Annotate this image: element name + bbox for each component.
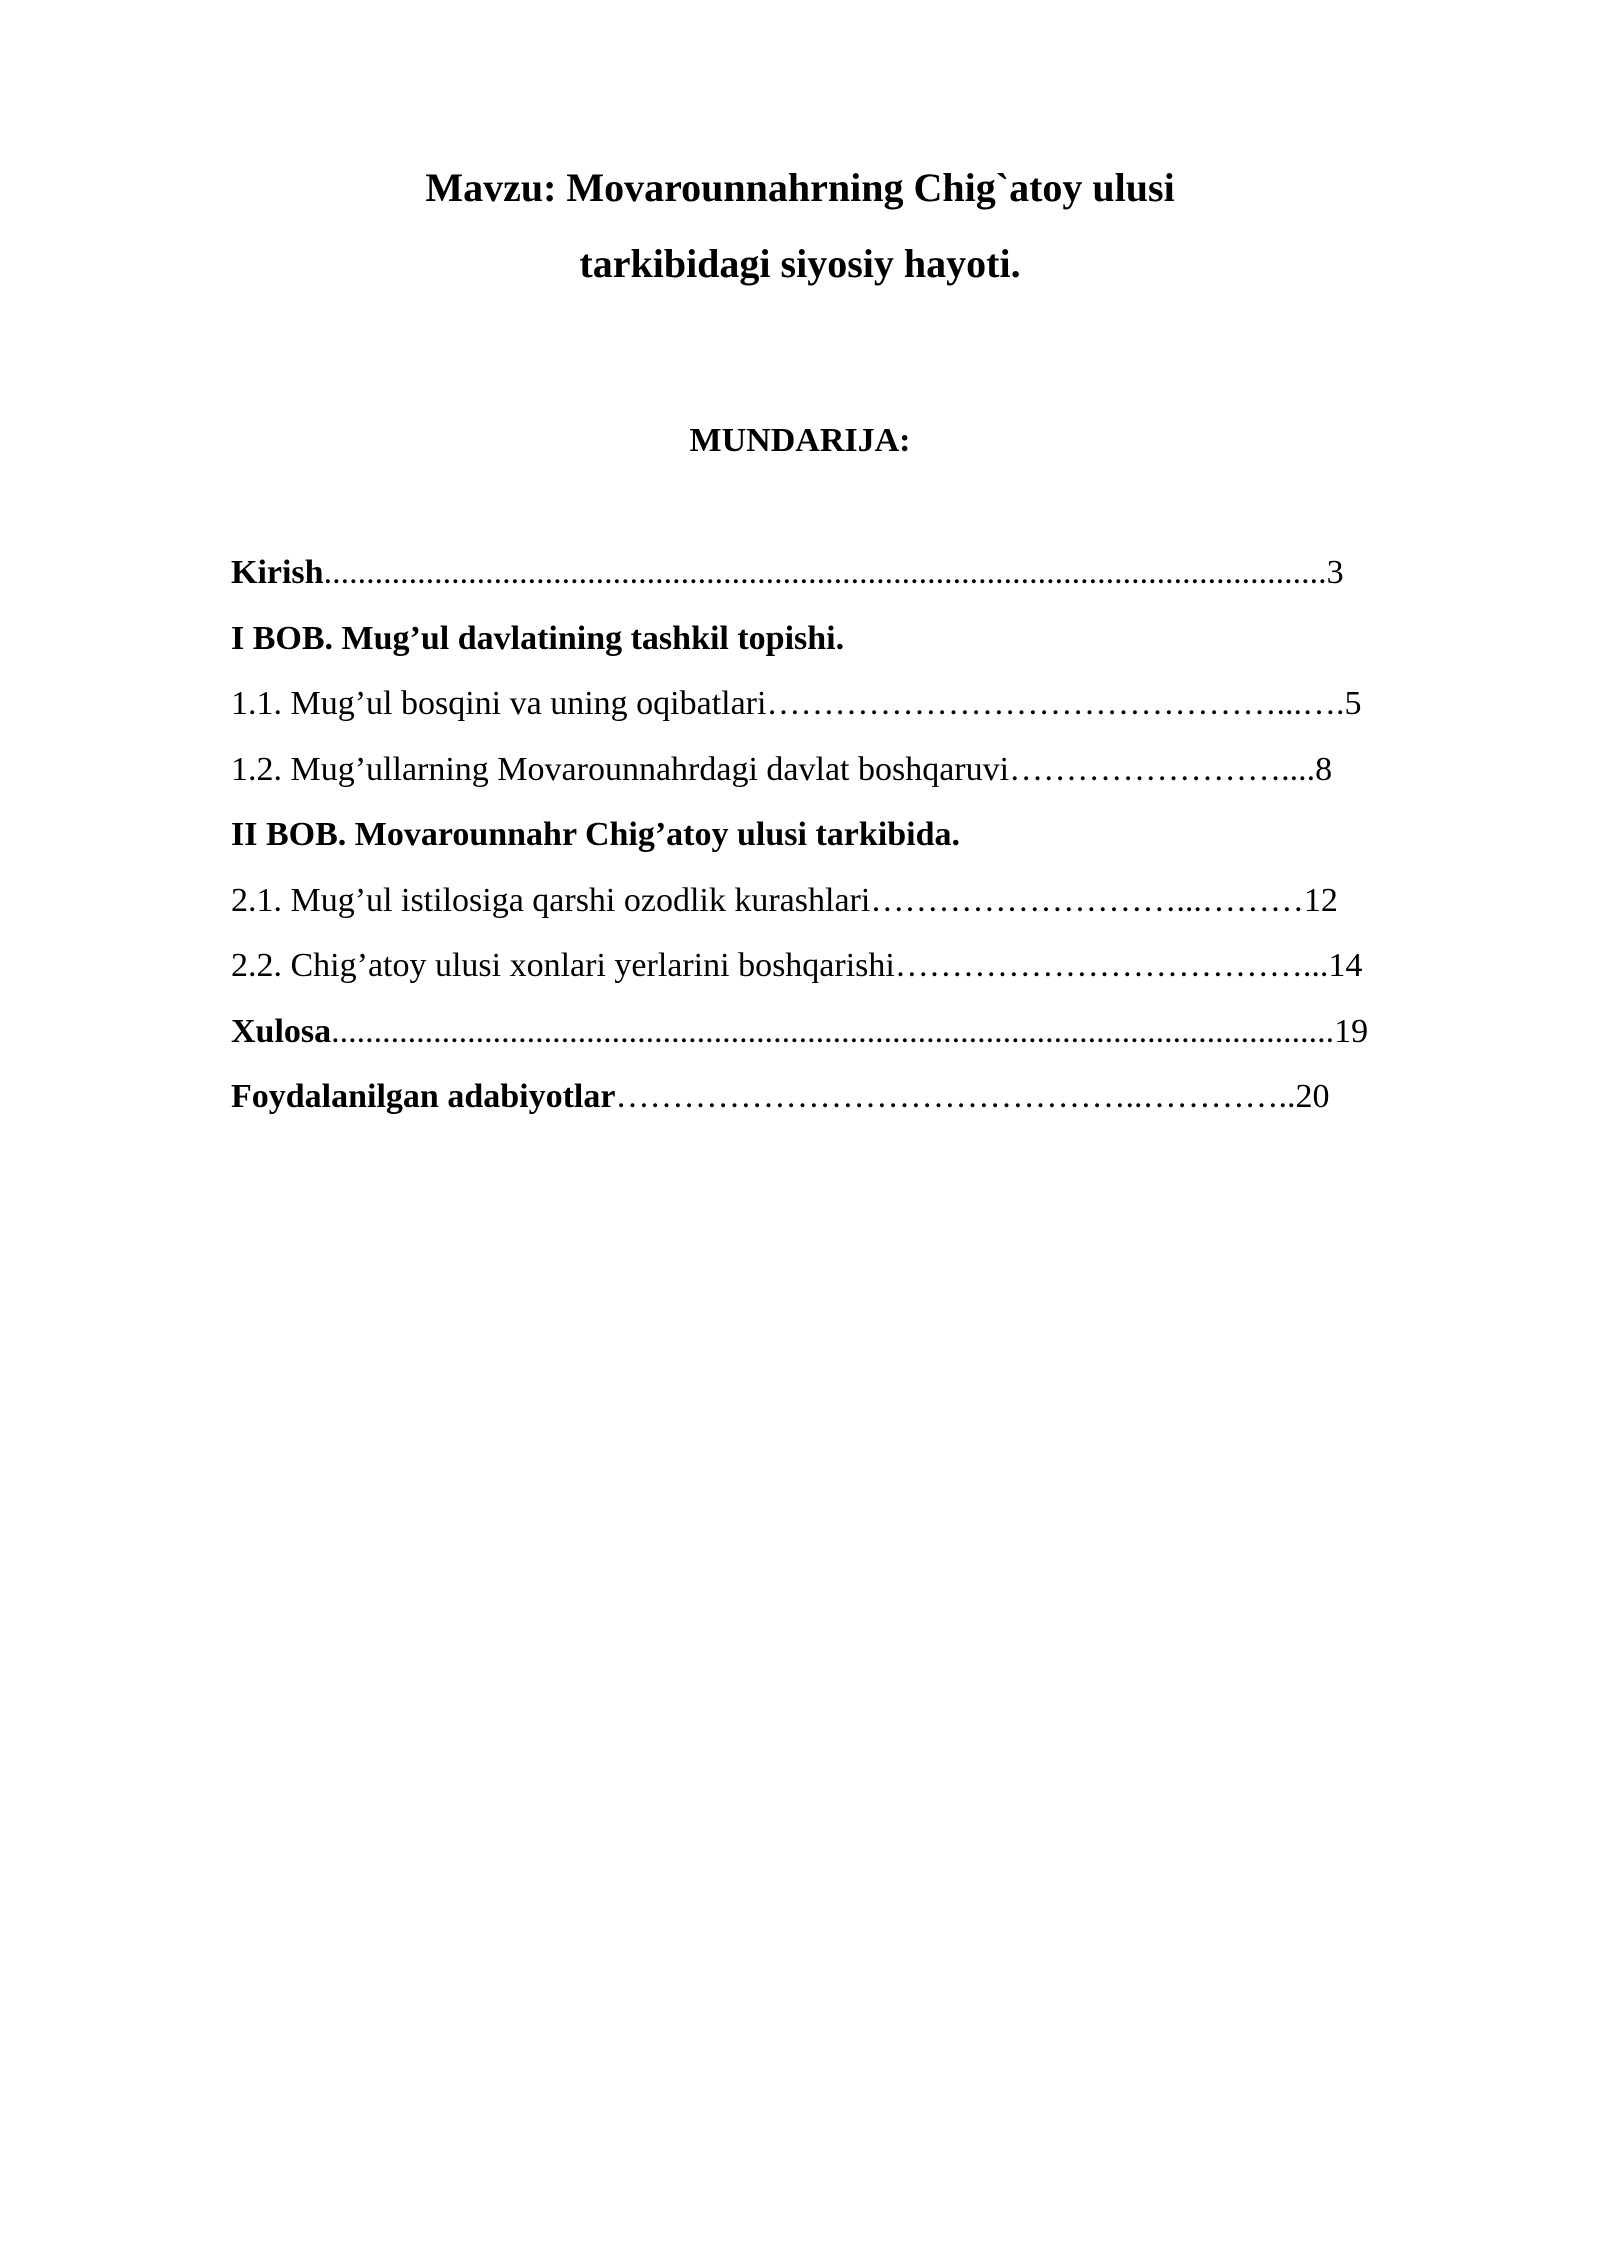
toc-entry bbox=[231, 810, 1501, 876]
toc-entry bbox=[231, 745, 1501, 811]
toc-entry-page-number: 12 bbox=[1303, 881, 1338, 919]
document-title bbox=[0, 150, 1600, 302]
toc-entry-title: I BOB. Mug’ul davlatining tashkil topishi. bbox=[231, 619, 845, 657]
toc-entry-title: 1.1. Mug’ul bosqini va uning oqibatlari bbox=[231, 685, 767, 722]
toc-entry-title: Kirish bbox=[231, 554, 324, 591]
toc-entry bbox=[231, 614, 1501, 680]
toc-entry bbox=[231, 1072, 1501, 1138]
table-of-contents bbox=[231, 548, 1501, 1138]
toc-entry-title: Xulosa bbox=[231, 1012, 332, 1050]
toc-entry-leader: ………………………………………...…. bbox=[766, 685, 1345, 722]
toc-entry-title: 1.2. Mug’ullarning Movarounnahrdagi davlat boshqaruvi bbox=[231, 750, 1010, 788]
toc-entry-page-number: 20 bbox=[1295, 1078, 1330, 1115]
toc-entry-leader: ...................................................................................................................... bbox=[331, 1012, 1335, 1050]
toc-entry bbox=[231, 876, 1501, 942]
title-line-1: Mavzu: Movarounnahrning Chig`atoy ulusi bbox=[425, 165, 1175, 210]
toc-entry-leader: ………………………………... bbox=[894, 947, 1329, 984]
toc-entry-title: Foydalanilgan adabiyotlar bbox=[231, 1078, 616, 1115]
toc-entry-title: II BOB. Movarounnahr Chig’atoy ulusi tarkibida. bbox=[231, 816, 960, 853]
toc-entry-leader: …………………….... bbox=[1009, 750, 1316, 788]
toc-entry bbox=[231, 941, 1501, 1007]
toc-entry bbox=[231, 1007, 1501, 1073]
contents-heading: MUNDARIJA: bbox=[689, 422, 911, 459]
toc-entry-page-number: 3 bbox=[1326, 554, 1344, 591]
toc-entry-page-number: 19 bbox=[1334, 1012, 1369, 1050]
title-line-2: tarkibidagi siyosiy hayoti. bbox=[579, 241, 1021, 286]
toc-entry-leader: ………………………………………..………….. bbox=[615, 1078, 1296, 1115]
toc-entry-leader: ………………………...……… bbox=[870, 881, 1304, 919]
toc-entry-page-number: 14 bbox=[1328, 947, 1363, 984]
toc-entry-page-number: 8 bbox=[1315, 750, 1333, 788]
toc-entry bbox=[231, 679, 1501, 745]
toc-entry-title: 2.2. Chig’atoy ulusi xonlari yerlarini boshqarishi bbox=[231, 947, 895, 984]
toc-entry-title: 2.1. Mug’ul istilosiga qarshi ozodlik kurashlari bbox=[231, 881, 871, 919]
toc-entry bbox=[231, 548, 1501, 614]
toc-entry-leader: ...................................................................................................................... bbox=[323, 554, 1327, 591]
toc-entry-page-number: 5 bbox=[1344, 685, 1362, 722]
